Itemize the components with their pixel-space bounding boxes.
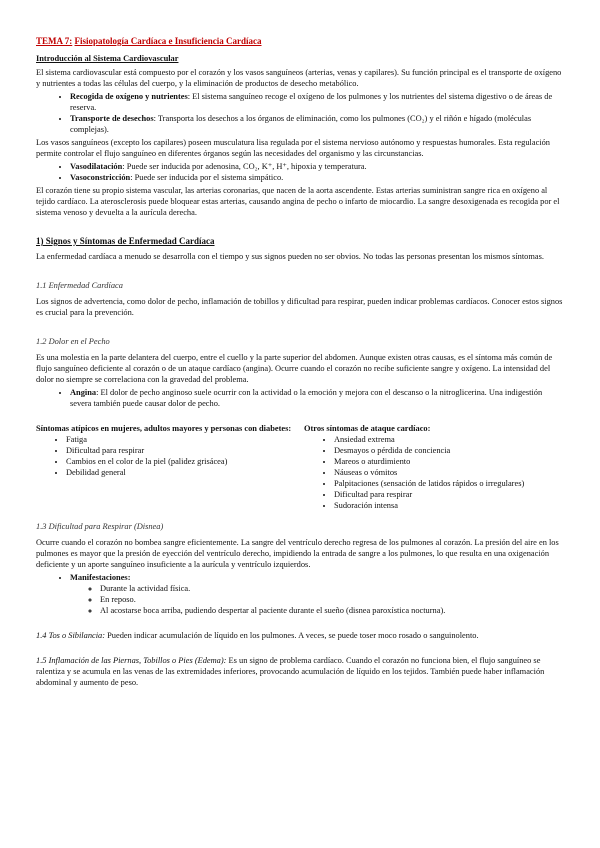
section-1-3-paragraph: Ocurre cuando el corazón no bombea sangre eficientemente. La sangre del ventrículo derecho regresa de los pulmones al corazón. La presión del aire en los pulmones es mayor que la presión de eyección del ventrículo derecho, impidiendo la entrada de sangre a los pulmones, lo que resulta en una oxigenación deficiente y un aporte sanguíneo insuficiente a la aurícula y ventrículo izquierdos. — [36, 538, 559, 569]
title-text: Fisiopatología Cardíaca e Insuficiencia Cardíaca — [74, 36, 262, 46]
list-item — [70, 387, 564, 409]
list-item: ◦ En reposo. — [100, 594, 564, 605]
list-item: • Palpitaciones (sensación de latidos rápidos o irregulares) — [334, 478, 562, 489]
bullet-text: : Puede ser inducida por adenosina, CO₂, K⁺, H⁺, hipoxia y temperatura. — [122, 162, 367, 171]
document-title — [36, 36, 564, 47]
bullet-text: : Puede ser inducida por el sistema simpático. — [130, 173, 284, 182]
bullet-label: Recogida de oxígeno y nutrientes — [70, 92, 188, 101]
intro-paragraph-3: El corazón tiene su propio sistema vascular, las arterias coronarias, que nacen de la aorta ascendente. Estas arterias suministran sangre rica en oxígeno al tejido cardíaco. La aterosclerosis puede bloquear estas arterias, causando angina de pecho o infarto de miocardio. La sangre desoxigenada es recogida por el sistema venoso y devuelta a la aurícula derecha. — [36, 186, 560, 217]
title-prefix: TEMA 7: — [36, 36, 73, 46]
list-item: • Debilidad general — [66, 467, 294, 478]
bullet-label: Vasodilatación — [70, 162, 123, 171]
list-item: • Desmayos o pérdida de conciencia — [334, 445, 562, 456]
section-1-5-paragraph — [36, 655, 564, 688]
document-page — [36, 36, 564, 690]
section-1-5-heading: 1.5 Inflamación de las Piernas, Tobillos o Pies (Edema): — [36, 656, 227, 665]
angina-bullet-list — [36, 387, 564, 409]
list-item: ◦ Durante la actividad física. — [100, 583, 564, 594]
list-item: • Dificultad para respirar — [66, 445, 294, 456]
atypical-symptoms-heading: Síntomas atípicos en mujeres, adultos mayores y personas con diabetes — [36, 424, 289, 433]
list-item: • Manifestaciones: ◦ Durante la actividad física. ◦ En reposo. ◦ Al acostarse boca arriba, pudiendo despertar al paciente durante el sueño (disnea paroxística nocturna). — [70, 572, 564, 616]
section-1-heading: 1) Signos y Síntomas de Enfermedad Cardíaca — [36, 236, 215, 246]
section-1-1-heading: 1.1 Enfermedad Cardíaca — [36, 281, 123, 290]
section-1-4-paragraph — [36, 630, 564, 641]
list-item — [70, 113, 564, 135]
list-item: • Fatiga — [66, 434, 294, 445]
bullet-label: Manifestaciones — [70, 573, 128, 582]
section-1-1-paragraph: Los signos de advertencia, como dolor de pecho, inflamación de tobillos y dificultad para respirar, pueden indicar problemas cardíacos. Conocer estos signos es crucial para la prevención. — [36, 297, 563, 317]
heart-attack-symptoms-list — [304, 434, 562, 511]
intro-paragraph-1: El sistema cardiovascular está compuesto por el corazón y los vasos sanguíneos (arterias, venas y capilares). Su función principal es el transporte de oxígeno y nutrientes a todas las células del cuerpo, y la eliminación de productos de desecho metabólico. — [36, 68, 562, 88]
atypical-symptoms-column: Síntomas atípicos en mujeres, adultos mayores y personas con diabetes: • Fatiga • Dificultad para respirar • Cambios en el color de la piel (palidez grisácea) • Debilidad general — [36, 423, 294, 513]
list-item: • Dificultad para respirar — [334, 489, 562, 500]
list-item: • Ansiedad extrema — [334, 434, 562, 445]
list-item: • Cambios en el color de la piel (palidez grisácea) — [66, 456, 294, 467]
list-item: ◦ Al acostarse boca arriba, pudiendo despertar al paciente durante el sueño (disnea paroxística nocturna). — [100, 605, 564, 616]
manifestations-list — [36, 572, 564, 616]
atypical-symptoms-list — [36, 434, 294, 478]
section-1-2-paragraph: Es una molestia en la parte delantera del cuerpo, entre el cuello y la parte superior del abdomen. Aunque existen otras causas, es el síntoma más común de flujo sanguíneo deficiente al corazón o de un ataque cardíaco (angina). Ocurre cuando el corazón no recibe suficiente sangre y oxígeno. La intensidad del dolor no siempre se correlaciona con la gravedad del problema. — [36, 353, 553, 384]
bullet-label: Angina — [70, 388, 97, 397]
intro-bullet-list-2 — [36, 161, 564, 183]
heart-attack-symptoms-heading: Otros síntomas de ataque cardíaco — [304, 424, 428, 433]
intro-bullet-list — [36, 91, 564, 135]
bullet-label: Vasoconstricción — [70, 173, 131, 182]
section-1-4-text: Pueden indicar acumulación de líquido en los pulmones. A veces, se puede toser moco rosado o sanguinolento. — [105, 631, 479, 640]
list-item — [70, 91, 564, 113]
symptom-columns — [36, 423, 564, 513]
bullet-text: : Transporta los desechos a los órganos de eliminación, como los pulmones (CO₂) y el riñón e hígado (moléculas complejas). — [70, 114, 532, 134]
manifestations-sublist — [70, 583, 564, 616]
section-1-3-heading: 1.3 Dificultad para Respirar (Disnea) — [36, 522, 164, 531]
heart-attack-symptoms-column: Otros síntomas de ataque cardíaco: • Ansiedad extrema • Desmayos o pérdida de conciencia • Mareos o aturdimiento • Náuseas o vómitos • Palpitaciones (sensación de latidos rápidos o irregulares) • Dificultad para respirar • Sudoración intensa — [304, 423, 562, 513]
bullet-text: : El dolor de pecho anginoso suele ocurrir con la actividad o la emoción y mejora con el descanso o la nitroglicerina. Una indigestión severa también puede causar dolor de pecho. — [70, 388, 543, 408]
bullet-label: Transporte de desechos — [70, 114, 154, 123]
list-item — [70, 161, 564, 172]
section-1-paragraph: La enfermedad cardíaca a menudo se desarrolla con el tiempo y sus signos pueden no ser obvios. No todas las personas presentan los mismos síntomas. — [36, 252, 544, 261]
section-1-4-heading: 1.4 Tos o Sibilancia: — [36, 631, 106, 640]
bullet-text: : El sistema sanguíneo recoge el oxígeno de los pulmones y los nutrientes del sistema digestivo o de áreas de reserva. — [70, 92, 553, 112]
list-item: • Mareos o aturdimiento — [334, 456, 562, 467]
list-item: • Sudoración intensa — [334, 500, 562, 511]
section-1-2-heading: 1.2 Dolor en el Pecho — [36, 337, 110, 346]
list-item: • Náuseas o vómitos — [334, 467, 562, 478]
intro-heading: Introducción al Sistema Cardiovascular — [36, 54, 179, 63]
intro-paragraph-2: Los vasos sanguíneos (excepto los capilares) poseen musculatura lisa regulada por el sistema nervioso autónomo y respuestas humorales. Esta regulación permite controlar el flujo sanguíneo en diferentes órganos según las necesidades del organismo y las circunstancias. — [36, 138, 550, 158]
list-item — [70, 172, 564, 183]
section-1-5-text: Es un signo de problema cardíaco. Cuando el corazón no funciona bien, el flujo sanguíneo se ralentiza y se acumula en las venas de las extremidades inferiores, provocando acumulación de líquido en los tejidos. También puede haber inflamación abdominal y aumento de peso. — [36, 656, 545, 687]
